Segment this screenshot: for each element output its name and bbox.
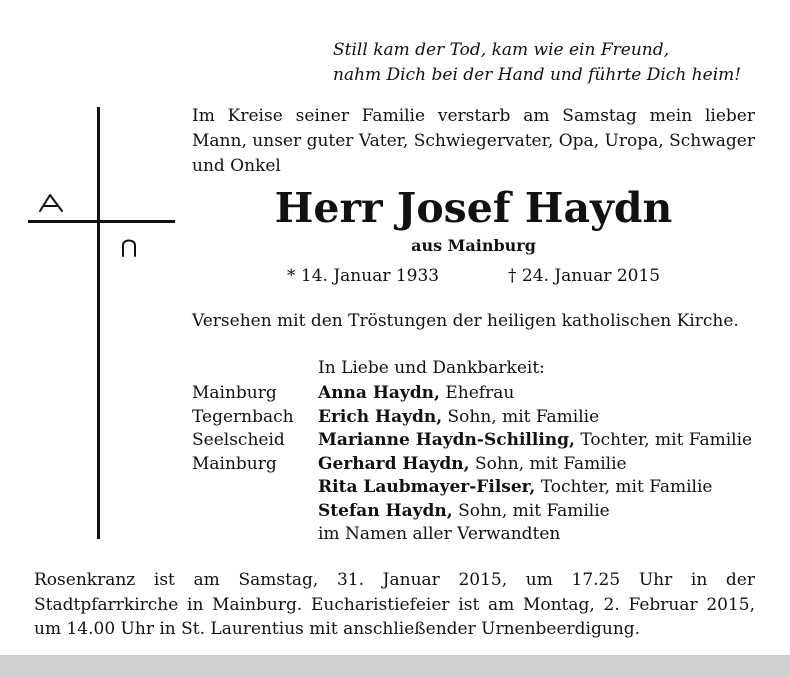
- mourner-name: Stefan Haydn,: [318, 500, 453, 521]
- mourner-relation: Tochter, mit Familie: [535, 477, 713, 497]
- cross-horizontal-beam: [28, 220, 175, 223]
- motto-line-2: nahm Dich bei der Hand und führte Dich heim!: [333, 65, 742, 85]
- mourner-place: [192, 476, 318, 500]
- mourner-row: [192, 382, 752, 406]
- mourner-relation: Ehefrau: [439, 383, 515, 403]
- mourner-row: [192, 429, 752, 453]
- mourner-place: [192, 500, 318, 524]
- bottom-border: [0, 655, 790, 677]
- mourner-relation: im Namen aller Verwandten: [318, 524, 561, 544]
- service-details: Rosenkranz ist am Samstag, 31. Januar 2015, um 17.25 Uhr in der Stadtpfarrkirche in Mainburg. Eucharistiefeier ist am Montag, 2. Februar 2015, um 14.00 Uhr in St. Laurentius mit anschließender Urnenbeerdigung.: [34, 570, 755, 639]
- mourner-relation: Sohn, mit Familie: [452, 500, 610, 521]
- sacrament-text: Versehen mit den Tröstungen der heiligen katholischen Kirche.: [192, 311, 739, 331]
- mourner-relation: Sohn, mit Familie: [442, 406, 600, 427]
- mourner-row: [192, 476, 752, 500]
- motto-line-1: Still kam der Tod, kam wie ein Freund,: [333, 40, 669, 60]
- omega-icon: [119, 236, 139, 258]
- mourner-name: Anna Haydn,: [318, 383, 440, 403]
- mourner-place: Tegernbach: [192, 406, 294, 427]
- mourner-place: [192, 523, 318, 547]
- mourner-row: [192, 500, 752, 524]
- mourner-place: Seelscheid: [192, 430, 285, 450]
- mourner-name: Erich Haydn,: [318, 406, 443, 427]
- deceased-origin: aus Mainburg: [411, 236, 536, 255]
- mourner-name: Gerhard Haydn,: [318, 453, 470, 474]
- cross-vertical-beam: [97, 107, 100, 539]
- mourner-name: Marianne Haydn-Schilling,: [318, 430, 575, 450]
- mourner-row: [192, 453, 752, 477]
- alpha-icon: [38, 191, 64, 215]
- mourner-row: [192, 406, 752, 430]
- gratitude-line: In Liebe und Dankbarkeit:: [318, 358, 545, 378]
- mourner-relation: Tochter, mit Familie: [574, 430, 753, 450]
- death-date: † 24. Januar 2015: [508, 266, 661, 286]
- deceased-name: Herr Josef Haydn: [274, 184, 673, 232]
- mourners-list: [192, 382, 752, 547]
- mourner-relation: Sohn, mit Familie: [469, 453, 627, 474]
- birth-date: * 14. Januar 1933: [287, 266, 440, 286]
- mourner-row: [192, 523, 752, 547]
- mourner-place: Mainburg: [192, 383, 277, 403]
- motto: [333, 38, 741, 88]
- mourner-place: Mainburg: [192, 453, 277, 474]
- mourner-name: Rita Laubmayer-Filser,: [318, 477, 536, 497]
- intro-text: Im Kreise seiner Familie verstarb am Samstag mein lieber Mann, unser guter Vater, Schwiegervater, Opa, Uropa, Schwager und Onkel: [192, 106, 755, 176]
